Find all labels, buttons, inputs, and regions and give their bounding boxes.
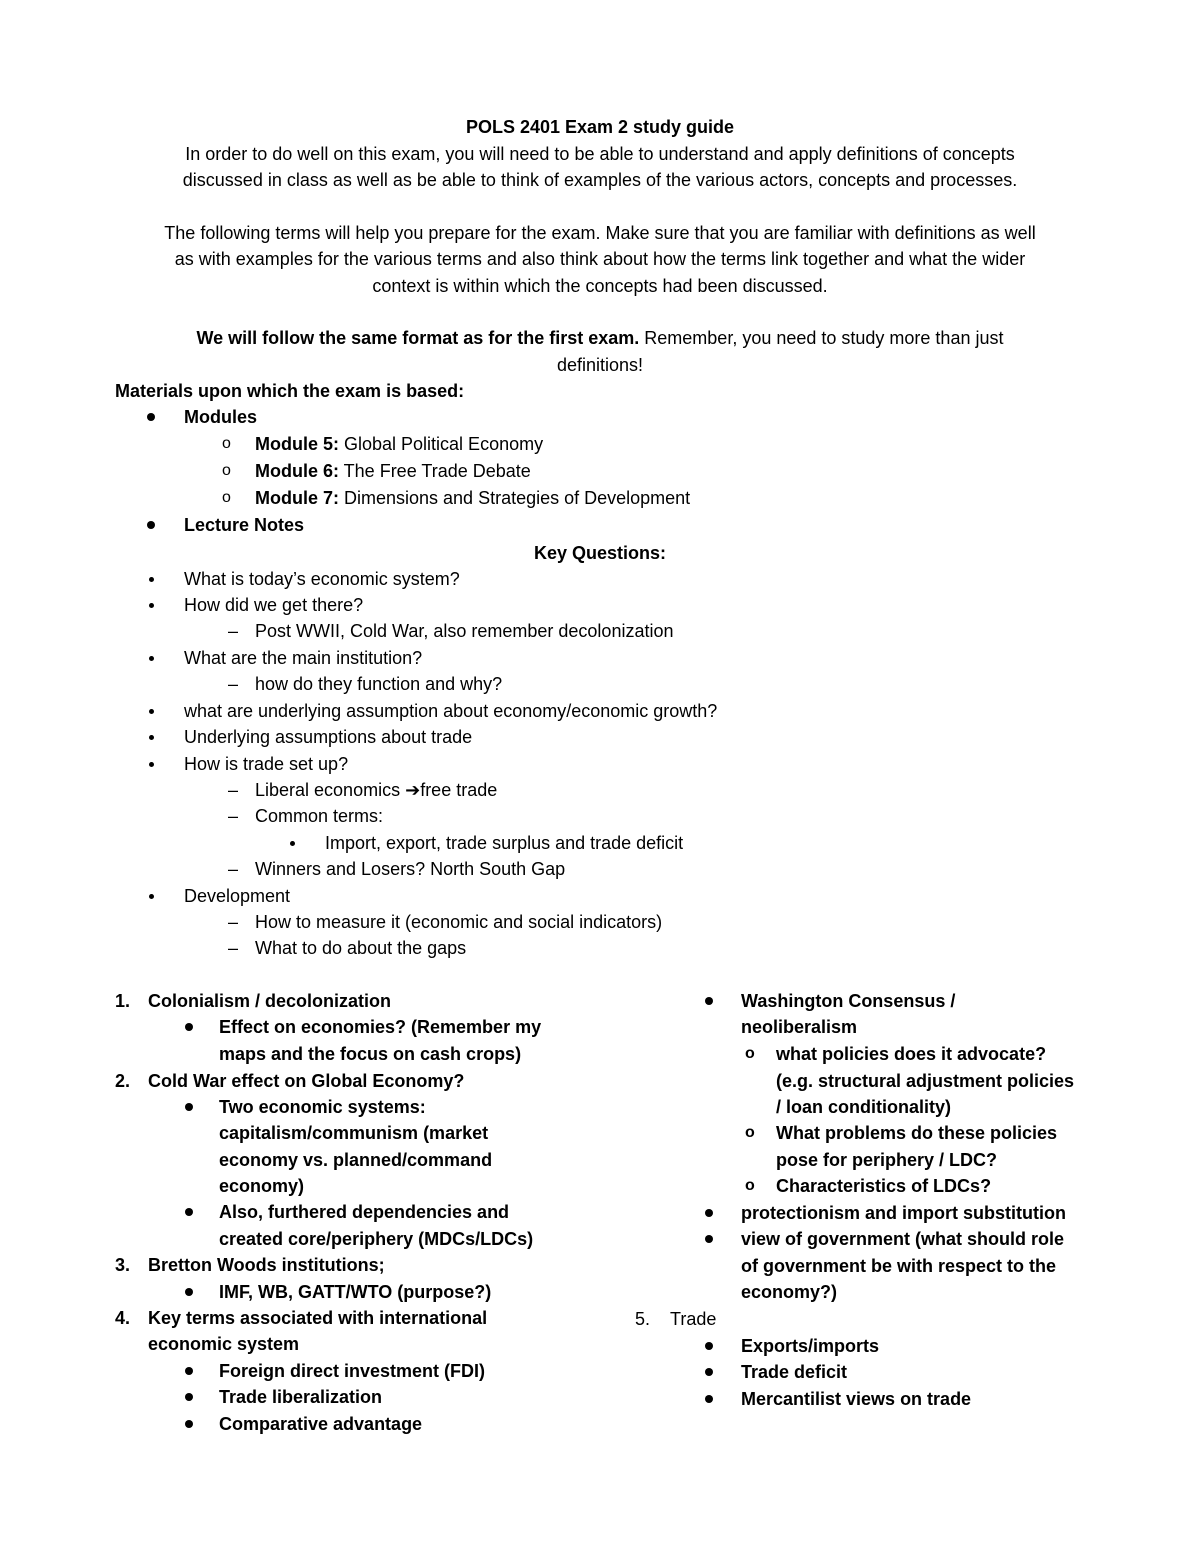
question-subitem: Common terms: xyxy=(255,806,384,826)
list-item-cont: neoliberalism xyxy=(741,1017,858,1037)
bullet-icon xyxy=(185,1288,193,1296)
list-item: Key terms associated with international xyxy=(148,1308,488,1328)
dash-bullet-icon: – xyxy=(228,938,239,958)
question-subitem: Winners and Losers? North South Gap xyxy=(255,859,566,879)
list-subitem-cont: (e.g. structural adjustment policies xyxy=(776,1071,1075,1091)
list-subitem: Foreign direct investment (FDI) xyxy=(219,1361,486,1381)
intro-line-1: In order to do well on this exam, you will need to be able to understand and apply definitions of concepts xyxy=(185,144,1015,164)
circle-bullet-icon: o xyxy=(745,1124,755,1141)
question-item: What are the main institution? xyxy=(184,648,423,668)
circle-bullet-icon: o xyxy=(222,489,231,506)
question-subitem: Post WWII, Cold War, also remember decolonization xyxy=(255,621,674,641)
list-subitem: Trade deficit xyxy=(741,1362,848,1382)
question-item: what are underlying assumption about economy/economic growth? xyxy=(184,701,718,721)
lecture-notes-label: Lecture Notes xyxy=(184,515,305,535)
question-subsubitem: Import, export, trade surplus and trade deficit xyxy=(325,833,684,853)
bullet-icon xyxy=(149,762,154,767)
list-item: Trade xyxy=(670,1309,717,1329)
circle-bullet-icon: o xyxy=(222,435,231,452)
dash-bullet-icon: – xyxy=(228,621,239,641)
list-item: Colonialism / decolonization xyxy=(148,991,392,1011)
question-item: Underlying assumptions about trade xyxy=(184,727,473,747)
list-subitem: IMF, WB, GATT/WTO (purpose?) xyxy=(219,1282,492,1302)
materials-heading: Materials upon which the exam is based: xyxy=(115,381,465,401)
list-item: Bretton Woods institutions; xyxy=(148,1255,385,1275)
bullet-icon xyxy=(185,1420,193,1428)
list-subitem: Trade liberalization xyxy=(219,1387,383,1407)
question-item: How is trade set up? xyxy=(184,754,349,774)
paragraph-line-2: as with examples for the various terms and also think about how the terms link together and what the wider xyxy=(174,249,1026,269)
list-subitem-cont: capitalism/communism (market xyxy=(219,1123,489,1143)
list-number: 2. xyxy=(115,1071,131,1091)
bullet-icon xyxy=(705,1395,713,1403)
question-item: What is today’s economic system? xyxy=(184,569,460,589)
list-item-cont: of government be with respect to the xyxy=(741,1256,1057,1276)
bullet-icon xyxy=(185,1393,193,1401)
list-subitem-cont: economy vs. planned/command xyxy=(219,1150,493,1170)
bullet-icon xyxy=(149,894,154,899)
bullet-icon xyxy=(149,735,154,740)
list-number: 4. xyxy=(115,1308,131,1328)
bullet-icon xyxy=(705,1209,713,1217)
bullet-icon xyxy=(149,709,154,714)
module-item: Module 5: Global Political Economy xyxy=(255,434,544,454)
dash-bullet-icon: – xyxy=(228,780,239,800)
bullet-icon xyxy=(185,1103,193,1111)
bullet-icon xyxy=(185,1023,193,1031)
paragraph-line-1: The following terms will help you prepare for the exam. Make sure that you are familiar with definitions as well xyxy=(164,223,1036,243)
question-subitem: how do they function and why? xyxy=(255,674,503,694)
circle-bullet-icon: o xyxy=(745,1177,755,1194)
bullet-icon xyxy=(705,1342,713,1350)
list-subitem-cont: created core/periphery (MDCs/LDCs) xyxy=(219,1229,534,1249)
bullet-icon xyxy=(185,1367,193,1375)
list-item: view of government (what should role xyxy=(741,1229,1065,1249)
dash-bullet-icon: – xyxy=(228,806,239,826)
bullet-icon xyxy=(705,1368,713,1376)
list-item: protectionism and import substitution xyxy=(741,1203,1066,1223)
key-questions-heading: Key Questions: xyxy=(533,543,667,563)
bullet-icon xyxy=(185,1208,193,1216)
question-subitem: What to do about the gaps xyxy=(255,938,467,958)
list-subitem: what policies does it advocate? xyxy=(776,1044,1047,1064)
list-item: Cold War effect on Global Economy? xyxy=(148,1071,465,1091)
bullet-icon xyxy=(149,656,154,661)
question-item: How did we get there? xyxy=(184,595,364,615)
list-subitem: Effect on economies? (Remember my xyxy=(219,1017,542,1037)
modules-label: Modules xyxy=(184,407,258,427)
question-subitem: How to measure it (economic and social indicators) xyxy=(255,912,663,932)
list-subitem: Mercantilist views on trade xyxy=(741,1389,972,1409)
list-subitem: Characteristics of LDCs? xyxy=(776,1176,992,1196)
list-subitem: Comparative advantage xyxy=(219,1414,423,1434)
bullet-icon xyxy=(290,841,295,846)
arrow-right-icon: ➔ xyxy=(405,780,421,800)
module-item: Module 6: The Free Trade Debate xyxy=(255,461,531,481)
intro-line-2: discussed in class as well as be able to think of examples of the various actors, concepts and processes. xyxy=(182,170,1018,190)
bullet-icon xyxy=(705,1235,713,1243)
list-subitem-cont: / loan conditionality) xyxy=(776,1097,951,1117)
page-title: POLS 2401 Exam 2 study guide xyxy=(465,117,735,137)
list-item-cont: economic system xyxy=(148,1334,300,1354)
bullet-icon xyxy=(149,603,154,608)
list-subitem-cont: pose for periphery / LDC? xyxy=(776,1150,998,1170)
bullet-icon xyxy=(149,577,154,582)
bullet-icon xyxy=(147,413,155,421)
bullet-icon xyxy=(705,997,713,1005)
paragraph-line-3: context is within which the concepts had been discussed. xyxy=(372,276,828,296)
list-subitem: Exports/imports xyxy=(741,1336,880,1356)
circle-bullet-icon: o xyxy=(745,1045,755,1062)
list-item: Washington Consensus / xyxy=(741,991,956,1011)
list-number: 3. xyxy=(115,1255,131,1275)
list-subitem: What problems do these policies xyxy=(776,1123,1058,1143)
bullet-icon xyxy=(147,521,155,529)
list-subitem: Two economic systems: xyxy=(219,1097,426,1117)
list-subitem: Also, furthered dependencies and xyxy=(219,1202,510,1222)
list-number: 1. xyxy=(115,991,131,1011)
circle-bullet-icon: o xyxy=(222,462,231,479)
dash-bullet-icon: – xyxy=(228,859,239,879)
list-subitem-cont: maps and the focus on cash crops) xyxy=(219,1044,522,1064)
list-item-cont: economy?) xyxy=(741,1282,838,1302)
list-number: 5. xyxy=(635,1309,651,1329)
format-line-2: definitions! xyxy=(556,355,644,375)
dash-bullet-icon: – xyxy=(228,674,239,694)
question-item: Development xyxy=(184,886,291,906)
question-subitem: Liberal economics ➔free trade xyxy=(255,780,498,800)
list-subitem-cont: economy) xyxy=(219,1176,305,1196)
format-line-1: We will follow the same format as for the first exam. Remember, you need to study more than just xyxy=(196,328,1004,348)
dash-bullet-icon: – xyxy=(228,912,239,932)
module-item: Module 7: Dimensions and Strategies of Development xyxy=(255,488,691,508)
